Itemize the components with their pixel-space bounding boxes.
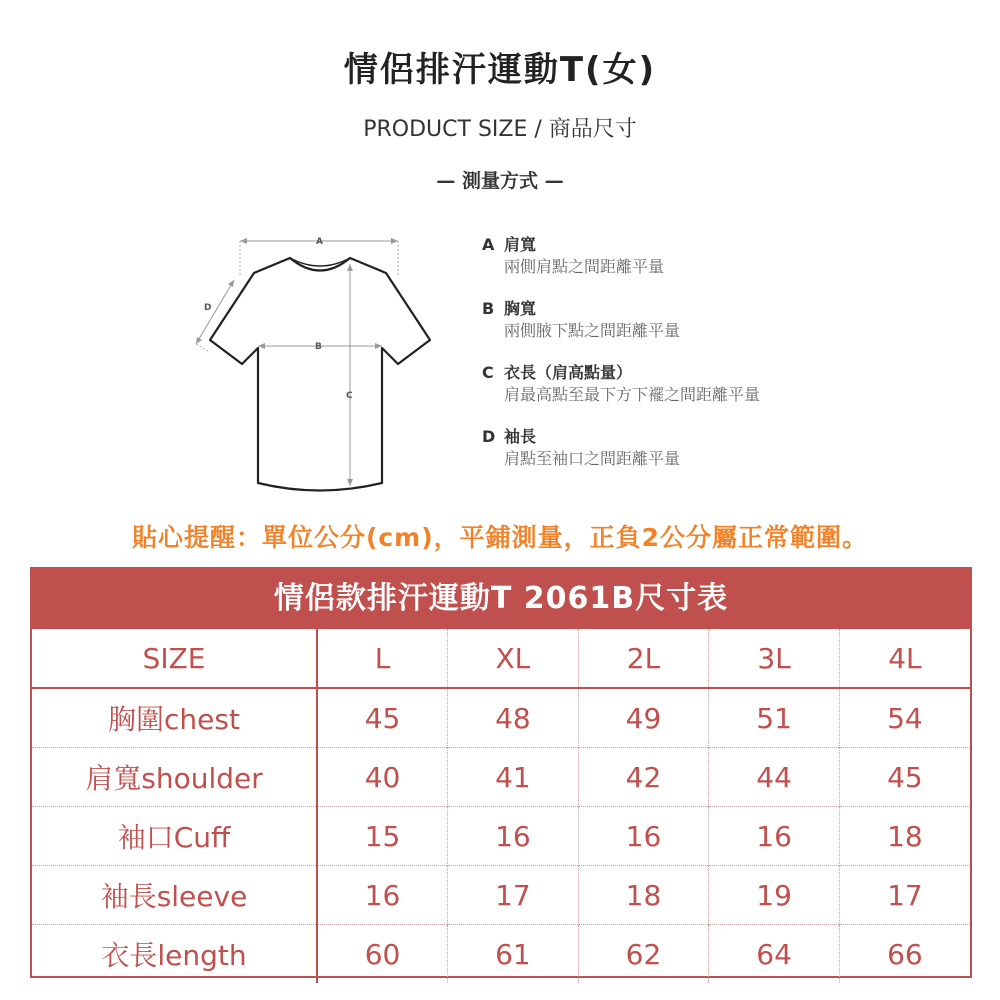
legend-item-d — [482, 426, 902, 470]
legend-item-a — [482, 234, 902, 278]
table-cell: 62 — [578, 925, 709, 984]
legend-title: 肩寬 — [504, 235, 537, 254]
table-cell: 18 — [578, 866, 709, 925]
table-cell: 49 — [578, 688, 709, 748]
table-cell: 54 — [839, 688, 970, 748]
legend-letter: A — [482, 235, 495, 254]
legend-desc: 肩最高點至最下方下襬之間距離平量 — [504, 385, 761, 404]
column-header: 4L — [839, 629, 970, 688]
table-cell: 18 — [839, 807, 970, 866]
table-row — [32, 748, 970, 807]
row-label: 袖口Cuff — [32, 807, 317, 866]
column-header: SIZE — [32, 629, 317, 688]
size-table — [30, 567, 972, 978]
table-cell: 61 — [448, 925, 579, 984]
legend-letter: B — [482, 299, 495, 318]
table-cell: 42 — [578, 748, 709, 807]
tshirt-outline — [210, 258, 430, 491]
legend-title: 胸寬 — [504, 299, 537, 318]
table-cell: 40 — [317, 748, 448, 807]
page-title: 情侶排汗運動T(女) — [343, 50, 657, 90]
legend-letter: D — [482, 427, 496, 446]
measurement-legend — [482, 234, 902, 490]
table-header-row — [32, 629, 970, 688]
table-cell: 41 — [448, 748, 579, 807]
table-cell: 17 — [448, 866, 579, 925]
table-cell: 51 — [709, 688, 840, 748]
table-cell: 16 — [709, 807, 840, 866]
label-d: D — [204, 303, 212, 313]
column-header: 3L — [709, 629, 840, 688]
table-cell: 19 — [709, 866, 840, 925]
legend-item-b — [482, 298, 902, 342]
size-reminder: 貼心提醒：單位公分(cm)，平鋪測量，正負2公分屬正常範圍。 — [131, 523, 869, 552]
row-label: 衣長length — [32, 925, 317, 984]
table-cell: 45 — [839, 748, 970, 807]
legend-letter: C — [482, 363, 494, 382]
label-c: C — [346, 391, 353, 401]
table-row — [32, 866, 970, 925]
column-header: 2L — [578, 629, 709, 688]
table-cell: 16 — [578, 807, 709, 866]
size-table-grid — [32, 629, 970, 983]
table-cell: 45 — [317, 688, 448, 748]
table-row — [32, 688, 970, 748]
table-cell: 16 — [317, 866, 448, 925]
table-row — [32, 807, 970, 866]
table-cell: 66 — [839, 925, 970, 984]
row-label: 肩寬shoulder — [32, 748, 317, 807]
label-a: A — [316, 237, 323, 247]
legend-title: 袖長 — [504, 427, 537, 446]
column-header: XL — [448, 629, 579, 688]
row-label: 袖長sleeve — [32, 866, 317, 925]
column-header: L — [317, 629, 448, 688]
legend-desc: 肩點至袖口之間距離平量 — [504, 449, 681, 468]
table-cell: 15 — [317, 807, 448, 866]
table-cell: 16 — [448, 807, 579, 866]
table-cell: 60 — [317, 925, 448, 984]
table-cell: 44 — [709, 748, 840, 807]
legend-item-c — [482, 362, 902, 406]
page-subtitle: PRODUCT SIZE / 商品尺寸 — [363, 117, 637, 142]
table-cell: 17 — [839, 866, 970, 925]
table-cell: 48 — [448, 688, 579, 748]
tshirt-diagram — [190, 228, 450, 500]
row-label: 胸圍chest — [32, 688, 317, 748]
table-row — [32, 925, 970, 984]
label-b: B — [315, 342, 322, 352]
measure-method-heading: — 測量方式 — — [436, 170, 564, 192]
legend-desc: 兩側腋下點之間距離平量 — [504, 321, 681, 340]
size-table-title: 情侶款排汗運動T 2061B尺寸表 — [32, 569, 970, 629]
legend-desc: 兩側肩點之間距離平量 — [504, 257, 665, 276]
legend-title: 衣長（肩高點量） — [504, 363, 633, 382]
table-cell: 64 — [709, 925, 840, 984]
